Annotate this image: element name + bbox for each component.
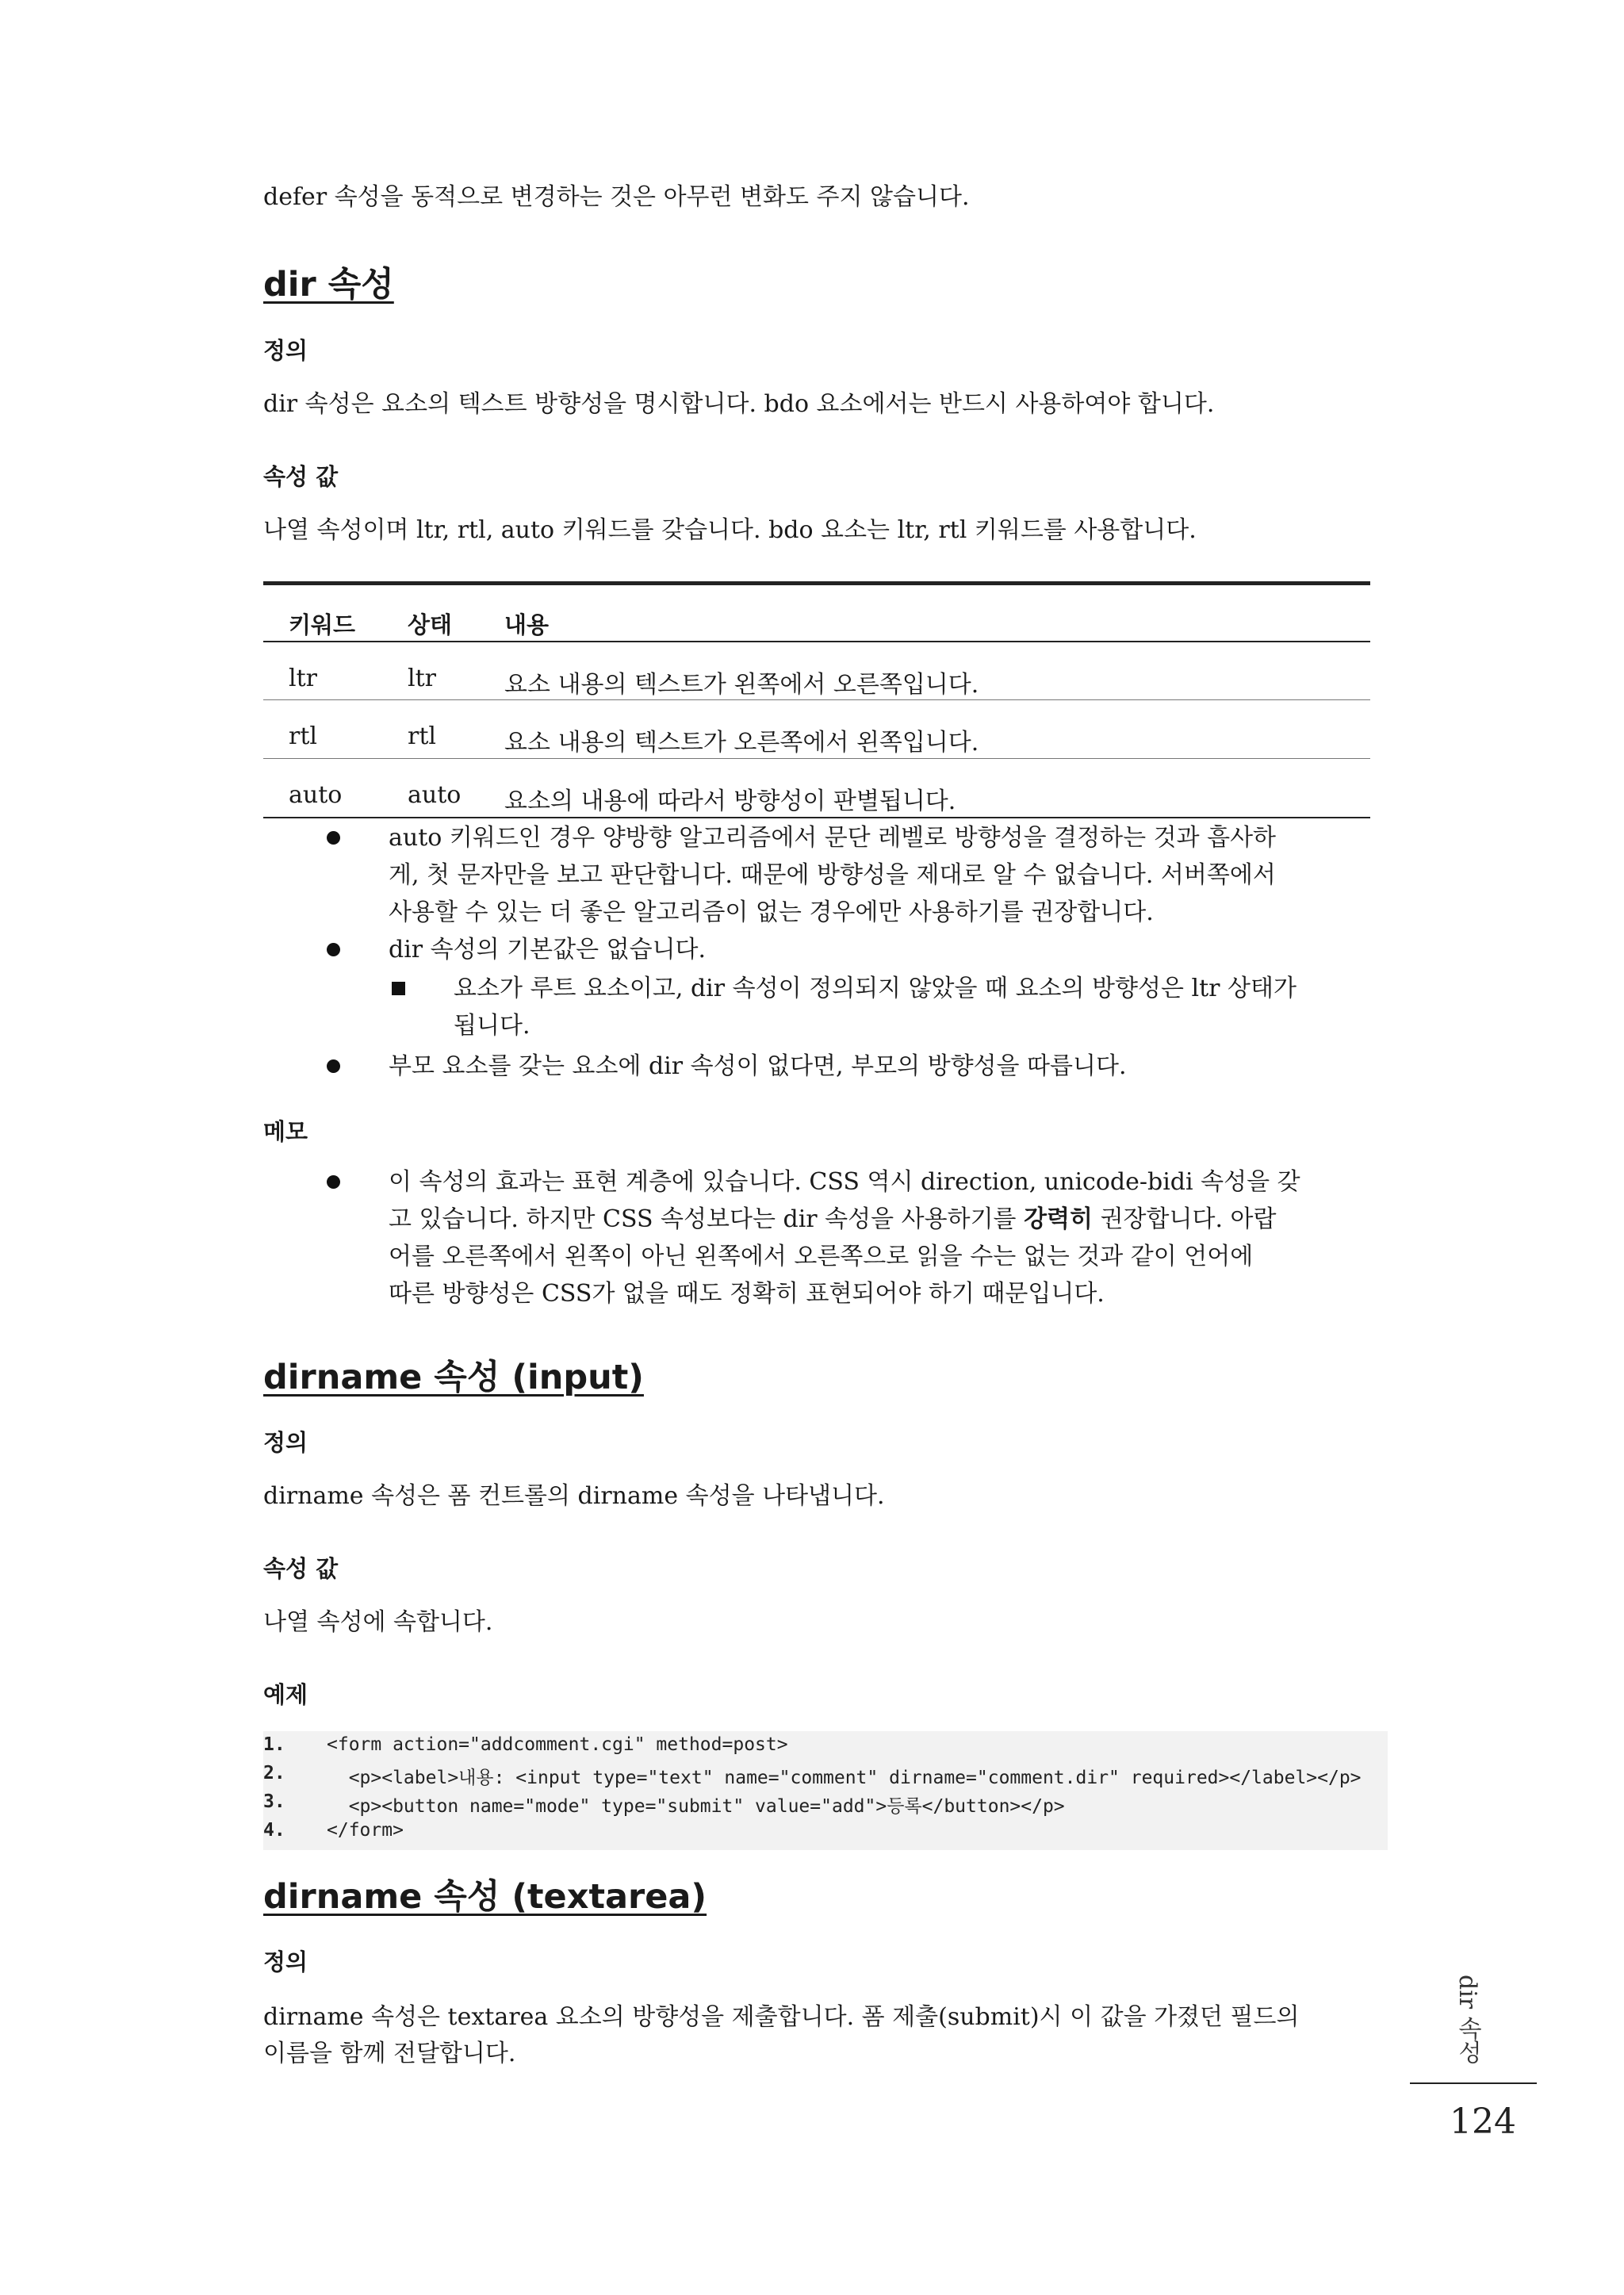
table-top-rule xyxy=(263,581,1370,585)
table-cell-keyword: rtl xyxy=(289,722,317,750)
memo-text: 권장합니다. 아랍 xyxy=(1093,1205,1277,1233)
table-header-rule xyxy=(263,641,1370,642)
table-cell-keyword: ltr xyxy=(289,665,317,692)
code-text: <p><button name="mode" type="submit" value="add">등록</button></p> xyxy=(327,1796,1065,1817)
bullet-line: dir 속성의 기본값은 없습니다. xyxy=(389,936,707,964)
code-text: <form action="addcomment.cgi" method=post> xyxy=(327,1734,788,1755)
table-row-rule xyxy=(263,758,1370,759)
page-number: 124 xyxy=(1450,2102,1516,2142)
table-cell-state: rtl xyxy=(408,722,436,750)
code-line xyxy=(263,1820,285,1841)
bullet-icon xyxy=(327,1059,340,1073)
table-header-state: 상태 xyxy=(408,611,453,638)
line-number: 3. xyxy=(263,1791,285,1812)
line-number: 4. xyxy=(263,1820,285,1841)
definition-text: 이름을 함께 전달합니다. xyxy=(263,2040,516,2067)
memo-line: 어를 오른쪽에서 왼쪽이 아닌 왼쪽에서 오른쪽으로 읽을 수는 없는 것과 같이 언어에 xyxy=(389,1243,1254,1270)
definition-text: dir 속성은 요소의 텍스트 방향성을 명시합니다. bdo 요소에서는 반드시 사용하여야 합니다. xyxy=(263,390,1215,418)
table-cell-content: 요소의 내용에 따라서 방향성이 판별됩니다. xyxy=(504,787,956,815)
table-cell-content: 요소 내용의 텍스트가 오른쪽에서 왼쪽입니다. xyxy=(504,729,979,757)
memo-line: 이 속성의 효과는 표현 계층에 있습니다. CSS 역시 direction, unicode-bidi 속성을 갖 xyxy=(389,1168,1300,1196)
section-title-dirname-textarea: dirname 속성 (textarea) xyxy=(263,1877,707,1917)
values-text: 나열 속성이며 ltr, rtl, auto 키워드를 갖습니다. bdo 요소는 ltr, rtl 키워드를 사용합니다. xyxy=(263,516,1197,544)
section-title-dirname-input: dirname 속성 (input) xyxy=(263,1358,644,1397)
running-section-label: dir 속성 xyxy=(1454,1975,1481,2064)
bullet-line: 부모 요소를 갖는 요소에 dir 속성이 없다면, 부모의 방향성을 따릅니다. xyxy=(389,1052,1127,1080)
square-bullet-icon xyxy=(392,982,405,995)
table-row-rule xyxy=(263,699,1370,700)
table-cell-state: auto xyxy=(408,781,462,809)
code-line xyxy=(263,1734,285,1755)
footer-rule xyxy=(1410,2082,1537,2084)
values-heading: 속성 값 xyxy=(263,463,339,490)
line-number: 2. xyxy=(263,1763,285,1784)
definition-heading: 정의 xyxy=(263,1429,308,1456)
memo-emphasis: 강력히 xyxy=(1024,1205,1094,1233)
definition-text: dirname 속성은 textarea 요소의 방향성을 제출합니다. 폼 제출(submit)시 이 값을 가졌던 필드의 xyxy=(263,2003,1300,2031)
example-heading: 예제 xyxy=(263,1681,308,1708)
code-text: <p><label>내용: <input type="text" name="comment" dirname="comment.dir" required></label></p> xyxy=(327,1768,1362,1788)
bullet-line: auto 키워드인 경우 양방향 알고리즘에서 문단 레벨로 방향성을 결정하는 것과 흡사하 xyxy=(389,824,1277,852)
table-cell-keyword: auto xyxy=(289,781,343,809)
memo-text: 고 있습니다. 하지만 CSS 속성보다는 dir 속성을 사용하기를 xyxy=(389,1205,1025,1233)
bullet-icon xyxy=(327,831,340,845)
definition-text: dirname 속성은 폼 컨트롤의 dirname 속성을 나타냅니다. xyxy=(263,1482,885,1510)
table-cell-state: ltr xyxy=(408,665,436,692)
intro-text: defer 속성을 동적으로 변경하는 것은 아무런 변화도 주지 않습니다. xyxy=(263,183,970,211)
memo-heading: 메모 xyxy=(263,1118,308,1145)
table-cell-content: 요소 내용의 텍스트가 왼쪽에서 오른쪽입니다. xyxy=(504,671,979,699)
code-block xyxy=(263,1731,1388,1850)
bullet-line: 게, 첫 문자만을 보고 판단합니다. 때문에 방향성을 제대로 알 수 없습니다. 서버쪽에서 xyxy=(389,861,1276,889)
table-header-keyword: 키워드 xyxy=(289,611,356,638)
section-title-dir: dir 속성 xyxy=(263,265,394,305)
code-line xyxy=(263,1791,285,1812)
line-number: 1. xyxy=(263,1734,285,1755)
table-header-content: 내용 xyxy=(504,611,550,638)
bullet-icon xyxy=(327,1175,340,1189)
code-line xyxy=(263,1763,285,1784)
sub-bullet-line: 됩니다. xyxy=(454,1012,530,1040)
memo-line xyxy=(389,1201,1369,1238)
values-heading: 속성 값 xyxy=(263,1555,339,1582)
bullet-icon xyxy=(327,943,340,956)
definition-heading: 정의 xyxy=(263,1948,308,1975)
sub-bullet-line: 요소가 루트 요소이고, dir 속성이 정의되지 않았을 때 요소의 방향성은 ltr 상태가 xyxy=(454,975,1297,1002)
table-bottom-rule xyxy=(263,817,1370,818)
definition-heading: 정의 xyxy=(263,337,308,364)
code-text: </form> xyxy=(327,1820,404,1841)
memo-line: 따른 방향성은 CSS가 없을 때도 정확히 표현되어야 하기 때문입니다. xyxy=(389,1280,1105,1308)
values-text: 나열 속성에 속합니다. xyxy=(263,1608,493,1636)
bullet-line: 사용할 수 있는 더 좋은 알고리즘이 없는 경우에만 사용하기를 권장합니다. xyxy=(389,898,1154,926)
